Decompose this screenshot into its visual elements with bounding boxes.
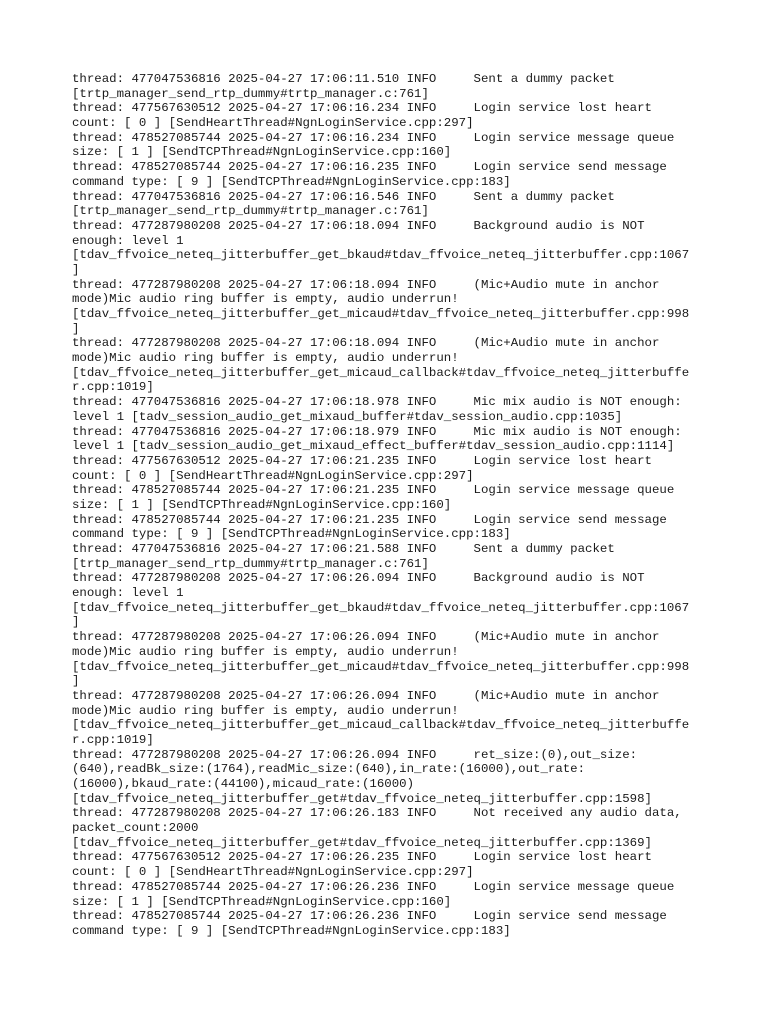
log-line: thread: 478527085744 2025-04-27 17:06:16.234 INFO Login service message queue — [72, 130, 675, 145]
log-line: [tdav_ffvoice_neteq_jitterbuffer_get_micaud#tdav_ffvoice_neteq_jitterbuffer.cpp:998 — [72, 307, 690, 321]
log-line: ] — [72, 321, 80, 336]
log-line: count: [ 0 ] [SendHeartThread#NgnLoginService.cpp:297] — [72, 468, 474, 483]
log-line: thread: 477567630512 2025-04-27 17:06:21.235 INFO Login service lost heart — [72, 453, 652, 468]
log-line: thread: 477287980208 2025-04-27 17:06:18.094 INFO Background audio is NOT — [72, 218, 645, 233]
log-line: thread: 477047536816 2025-04-27 17:06:18.978 INFO Mic mix audio is NOT enough: — [72, 395, 682, 410]
log-line: mode)Mic audio ring buffer is empty, audio underrun! — [72, 703, 459, 718]
log-line: (16000),bkaud_rate:(44100),micaud_rate:(16000) — [72, 777, 415, 791]
log-line: mode)Mic audio ring buffer is empty, audio underrun! — [72, 292, 459, 307]
log-line: count: [ 0 ] [SendHeartThread#NgnLoginService.cpp:297] — [72, 116, 474, 131]
log-line: size: [ 1 ] [SendTCPThread#NgnLoginService.cpp:160] — [72, 145, 452, 160]
log-line: thread: 478527085744 2025-04-27 17:06:21.235 INFO Login service send message — [72, 512, 667, 527]
log-line: ] — [72, 674, 80, 689]
log-line: [tdav_ffvoice_neteq_jitterbuffer_get_bkaud#tdav_ffvoice_neteq_jitterbuffer.cpp:1067 — [72, 248, 690, 263]
log-line: command type: [ 9 ] [SendTCPThread#NgnLoginService.cpp:183] — [72, 527, 511, 542]
log-line: thread: 477047536816 2025-04-27 17:06:16.546 INFO Sent a dummy packet — [72, 189, 615, 204]
log-line: thread: 477287980208 2025-04-27 17:06:26.094 INFO Background audio is NOT — [72, 571, 645, 586]
log-line: thread: 477047536816 2025-04-27 17:06:11.510 INFO Sent a dummy packet — [72, 72, 615, 86]
log-line: [tdav_ffvoice_neteq_jitterbuffer_get_micaud_callback#tdav_ffvoice_neteq_jitterbuffe — [72, 365, 690, 380]
log-line: r.cpp:1019] — [72, 732, 154, 747]
log-line: enough: level 1 — [72, 233, 184, 248]
log-line: mode)Mic audio ring buffer is empty, audio underrun! — [72, 351, 459, 366]
log-line: thread: 478527085744 2025-04-27 17:06:16.235 INFO Login service send message — [72, 160, 667, 175]
log-line: thread: 477287980208 2025-04-27 17:06:26.183 INFO Not received any audio data, — [72, 806, 682, 821]
log-line: thread: 477287980208 2025-04-27 17:06:26.094 INFO (Mic+Audio mute in anchor — [72, 630, 660, 645]
log-line: [tdav_ffvoice_neteq_jitterbuffer_get_micaud_callback#tdav_ffvoice_neteq_jitterbuffe — [72, 718, 690, 733]
log-line: mode)Mic audio ring buffer is empty, audio underrun! — [72, 644, 459, 659]
log-line: [tdav_ffvoice_neteq_jitterbuffer_get#tdav_ffvoice_neteq_jitterbuffer.cpp:1369] — [72, 835, 652, 850]
log-line: ] — [72, 615, 80, 630]
log-line: count: [ 0 ] [SendHeartThread#NgnLoginService.cpp:297] — [72, 865, 474, 880]
log-line: thread: 477567630512 2025-04-27 17:06:16.234 INFO Login service lost heart — [72, 101, 652, 116]
log-line: thread: 478527085744 2025-04-27 17:06:26.236 INFO Login service send message — [72, 909, 667, 924]
log-line: thread: 477287980208 2025-04-27 17:06:18.094 INFO (Mic+Audio mute in anchor — [72, 277, 660, 292]
log-line: thread: 477287980208 2025-04-27 17:06:18.094 INFO (Mic+Audio mute in anchor — [72, 336, 660, 351]
log-line: enough: level 1 — [72, 586, 184, 601]
log-line: thread: 478527085744 2025-04-27 17:06:26.236 INFO Login service message queue — [72, 879, 675, 894]
log-line: level 1 [tadv_session_audio_get_mixaud_buffer#tdav_session_audio.cpp:1035] — [72, 409, 623, 424]
log-line: [trtp_manager_send_rtp_dummy#trtp_manager.c:761] — [72, 556, 429, 571]
log-line: (640),readBk_size:(1764),readMic_size:(640),in_rate:(16000),out_rate: — [72, 762, 586, 777]
log-line: [tdav_ffvoice_neteq_jitterbuffer_get#tdav_ffvoice_neteq_jitterbuffer.cpp:1598] — [72, 791, 652, 806]
log-line: r.cpp:1019] — [72, 380, 154, 395]
log-line: [tdav_ffvoice_neteq_jitterbuffer_get_bkaud#tdav_ffvoice_neteq_jitterbuffer.cpp:1067 — [72, 600, 690, 615]
log-line: command type: [ 9 ] [SendTCPThread#NgnLoginService.cpp:183] — [72, 174, 511, 189]
log-line: size: [ 1 ] [SendTCPThread#NgnLoginService.cpp:160] — [72, 497, 452, 512]
log-line: thread: 478527085744 2025-04-27 17:06:21.235 INFO Login service message queue — [72, 483, 675, 498]
log-line: ] — [72, 262, 80, 277]
log-line: thread: 477047536816 2025-04-27 17:06:18.979 INFO Mic mix audio is NOT enough: — [72, 424, 682, 439]
log-line: [trtp_manager_send_rtp_dummy#trtp_manager.c:761] — [72, 86, 429, 101]
log-document — [72, 72, 712, 939]
log-line: packet_count:2000 — [72, 821, 199, 836]
log-line: size: [ 1 ] [SendTCPThread#NgnLoginService.cpp:160] — [72, 894, 452, 909]
log-line: [tdav_ffvoice_neteq_jitterbuffer_get_micaud#tdav_ffvoice_neteq_jitterbuffer.cpp:998 — [72, 659, 690, 674]
log-line: level 1 [tadv_session_audio_get_mixaud_effect_buffer#tdav_session_audio.cpp:1114] — [72, 439, 675, 454]
log-line: thread: 477287980208 2025-04-27 17:06:26.094 INFO (Mic+Audio mute in anchor — [72, 688, 660, 703]
log-line: thread: 477567630512 2025-04-27 17:06:26.235 INFO Login service lost heart — [72, 850, 652, 865]
log-line: thread: 477287980208 2025-04-27 17:06:26.094 INFO ret_size:(0),out_size: — [72, 747, 638, 762]
log-line: thread: 477047536816 2025-04-27 17:06:21.588 INFO Sent a dummy packet — [72, 542, 615, 556]
log-line: command type: [ 9 ] [SendTCPThread#NgnLoginService.cpp:183] — [72, 923, 511, 938]
log-line: [trtp_manager_send_rtp_dummy#trtp_manager.c:761] — [72, 204, 429, 219]
